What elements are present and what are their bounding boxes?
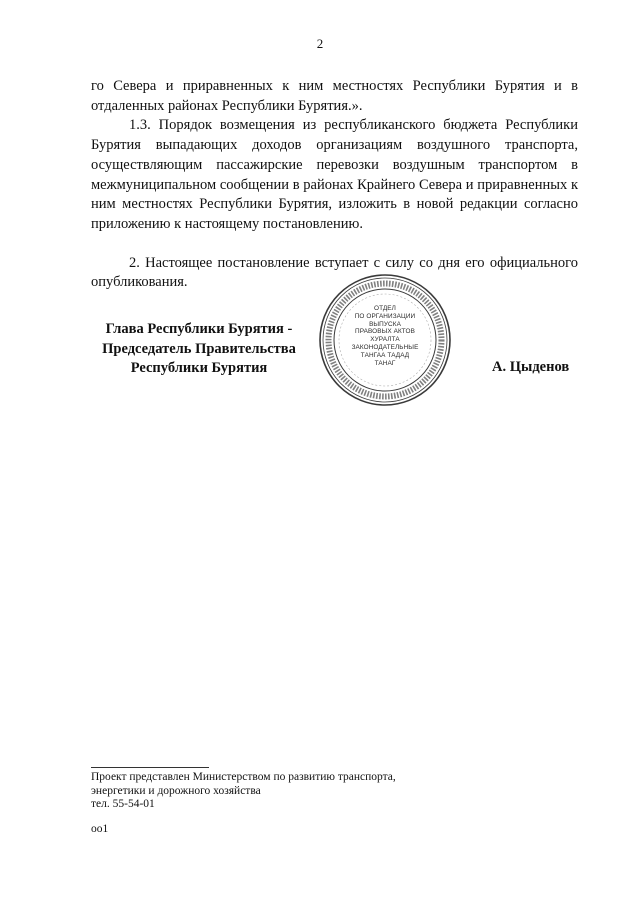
seal-text-line: ВЫПУСКА — [369, 320, 401, 328]
document-body — [91, 77, 578, 293]
signatory-title-line: Республики Бурятия — [130, 360, 268, 376]
footnote-line: энергетики и дорожного хозяйства — [91, 784, 261, 797]
seal-text-line: ПРАВОВЫХ АКТОВ — [355, 328, 415, 336]
footnote-line: Проект представлен Министерством по развитию транспорта, — [91, 771, 396, 783]
paragraph-continuation: го Севера и приравненных к ним местностях Республики Бурятия и в отдаленных районах Республики Бурятия.». — [91, 78, 578, 114]
footnote — [91, 771, 396, 812]
seal-text — [340, 305, 430, 367]
footnote-divider — [91, 767, 209, 768]
signatory-name: А. Цыденов — [492, 359, 570, 375]
seal-text-line: ТАНАГ — [374, 359, 396, 367]
document-code: oo1 — [91, 823, 109, 835]
seal-text-line: ОТДЕЛ — [374, 305, 396, 312]
seal-text-line: ПО ОРГАНИЗАЦИИ — [354, 312, 416, 320]
signatory-title — [84, 320, 314, 379]
signatory-title-line: Глава Республики Бурятия - — [105, 321, 293, 337]
signatory-title-line: Председатель Правительства — [102, 340, 296, 357]
seal-text-line: ЗАКОНОДАТЕЛЬНЫЕ — [351, 343, 419, 351]
page-number: 2 — [316, 36, 324, 51]
paragraph-2: 2. Настоящее постановление вступает с силу со дня его официального опубликования. — [91, 254, 578, 291]
footnote-line: тел. 55-54-01 — [91, 798, 155, 810]
paragraph-1-3: 1.3. Порядок возмещения из республиканского бюджета Республики Бурятия выпадающих доходов организациям воздушного транспорта, осуществляющим пассажирские перевозки воздушным транспортом в межмуниципальном сообщении в районах Крайнего Севера и приравненных к ним местностях Республики Бурятия, изложить в новой редакции согласно приложению к настоящему постановлению. — [91, 117, 578, 232]
seal-text-line: ХУРАЛТА — [370, 336, 400, 344]
seal-text-line: ТАНГАА ТАДАД — [360, 351, 410, 359]
